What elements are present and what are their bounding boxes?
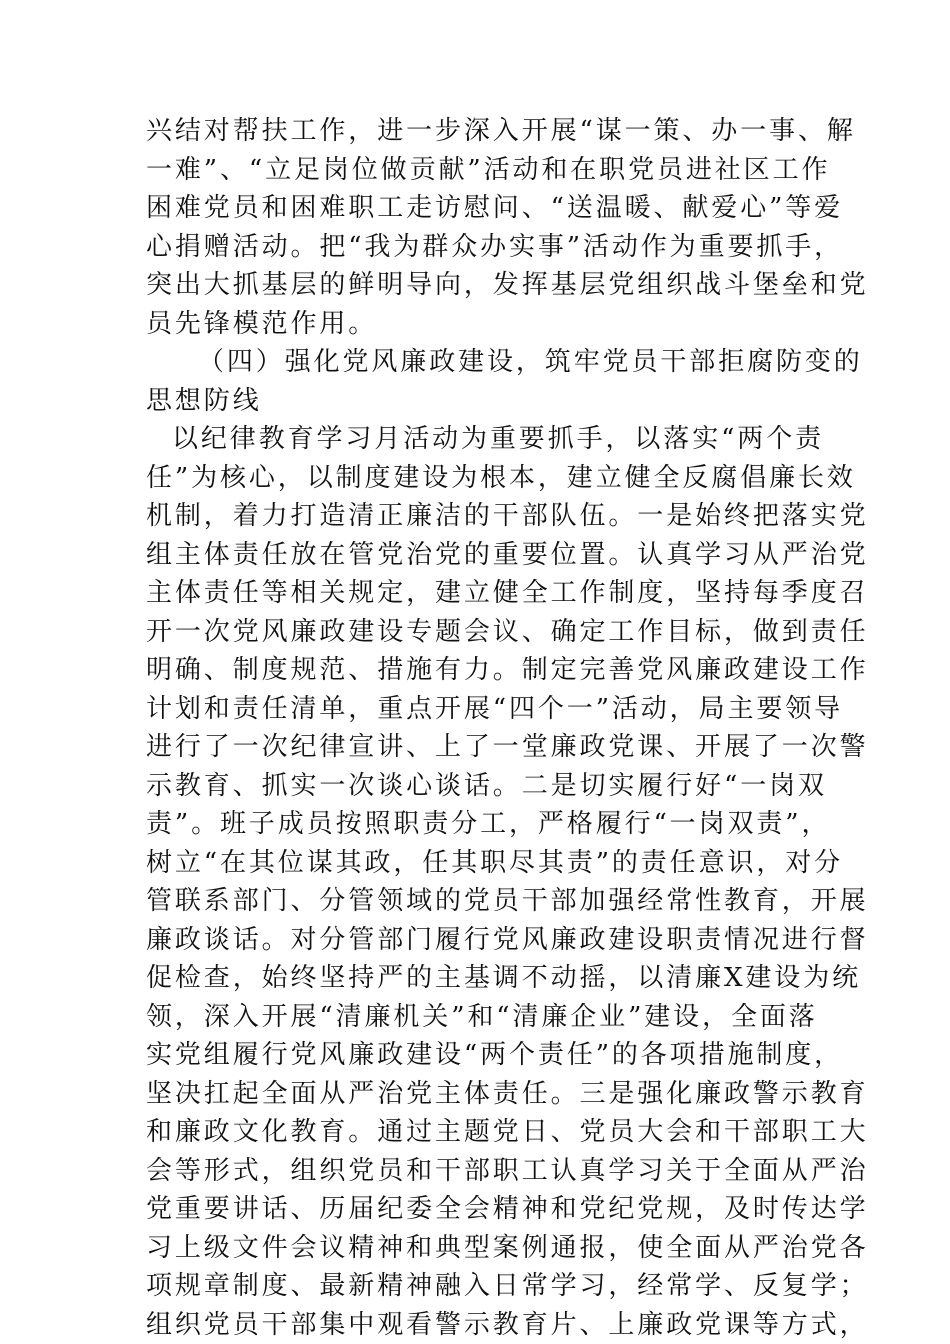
text-line: 任”为核心，以制度建设为根本，建立健全反腐倡廉长效 [146,462,856,493]
text-line: 组织党员干部集中观看警示教育片、上廉政党课等方式， [146,1309,869,1340]
text-line: 实党组履行党风廉政建设“两个责任”的各项措施制度， [146,1040,844,1070]
text-line: 进行了一次纪律宣讲、上了一堂廉政党课、开展了一次警 [146,732,869,762]
text-line: 明确、制度规范、措施有力。制定完善党风廉政建设工作 [146,655,869,685]
text-line: 廉政谈话。对分管部门履行党风廉政建设职责情况进行督 [146,924,869,955]
text-line: 员先锋模范作用。 [146,308,378,339]
text-line: 和廉政文化教育。通过主题党日、党员大会和干部职工大 [146,1117,869,1147]
text-line: 一难”、“立足岗位做贡献”活动和在职党员进社区工作 [146,154,831,185]
text-line: 习上级文件会议精神和典型案例通报，使全面从严治党各 [146,1232,869,1263]
text-line: 困难党员和困难职工走访慰问、“送温暖、献爱心”等爱 [146,193,844,223]
text-line: 责”。班子成员按照职责分工，严格履行“一岗双责”， [146,809,831,839]
text-line: 示教育、抓实一次谈心谈话。二是切实履行好“一岗双 [146,770,827,801]
document-body [146,112,869,1344]
text-line: 兴结对帮扶工作，进一步深入开展“谋一策、办一事、解 [146,116,856,146]
text-line: 坚决扛起全面从严治党主体责任。三是强化廉政警示教育 [146,1078,869,1109]
paragraph-start-line: 以纪律教育学习月活动为重要抓手，以落实“两个责 [172,424,824,454]
text-line: 计划和责任清单，重点开展“四个一”活动，局主要领导 [146,693,844,724]
text-line: 开一次党风廉政建设专题会议、确定工作目标，做到责任 [146,616,869,647]
text-line: 突出大抓基层的鲜明导向，发挥基层党组织战斗堡垒和党 [146,270,869,300]
text-line: 树立“在其位谋其政，任其职尽其责”的责任意识，对分 [146,847,844,878]
text-line: 机制，着力打造清正廉洁的干部队伍。一是始终把落实党 [146,501,869,531]
text-line: 组主体责任放在管党治党的重要位置。认真学习从严治党 [146,539,869,570]
section-heading: （四）强化党风廉政建设，筑牢党员干部拒腐防变的 [198,347,863,377]
text-line: 心捐赠活动。把“我为群众办实事”活动作为重要抓手， [146,231,844,262]
text-line: 促检查，始终坚持严的主基调不动摇，以清廉X建设为统 [146,963,862,993]
section-heading-continued: 思想防线 [146,385,262,416]
text-line: 会等形式，组织党员和干部职工认真学习关于全面从严治 [146,1155,869,1186]
text-line: 管联系部门、分管领域的党员干部加强经常性教育，开展 [146,886,869,916]
text-line: 党重要讲话、历届纪委全会精神和党纪党规，及时传达学 [146,1194,869,1224]
text-line: 项规章制度、最新精神融入日常学习，经常学、反复学； [146,1271,869,1301]
text-line: 领，深入开展“清廉机关”和“清廉企业”建设，全面落 [146,1001,818,1032]
text-line: 主体责任等相关规定，建立健全工作制度，坚持每季度召 [146,578,869,608]
